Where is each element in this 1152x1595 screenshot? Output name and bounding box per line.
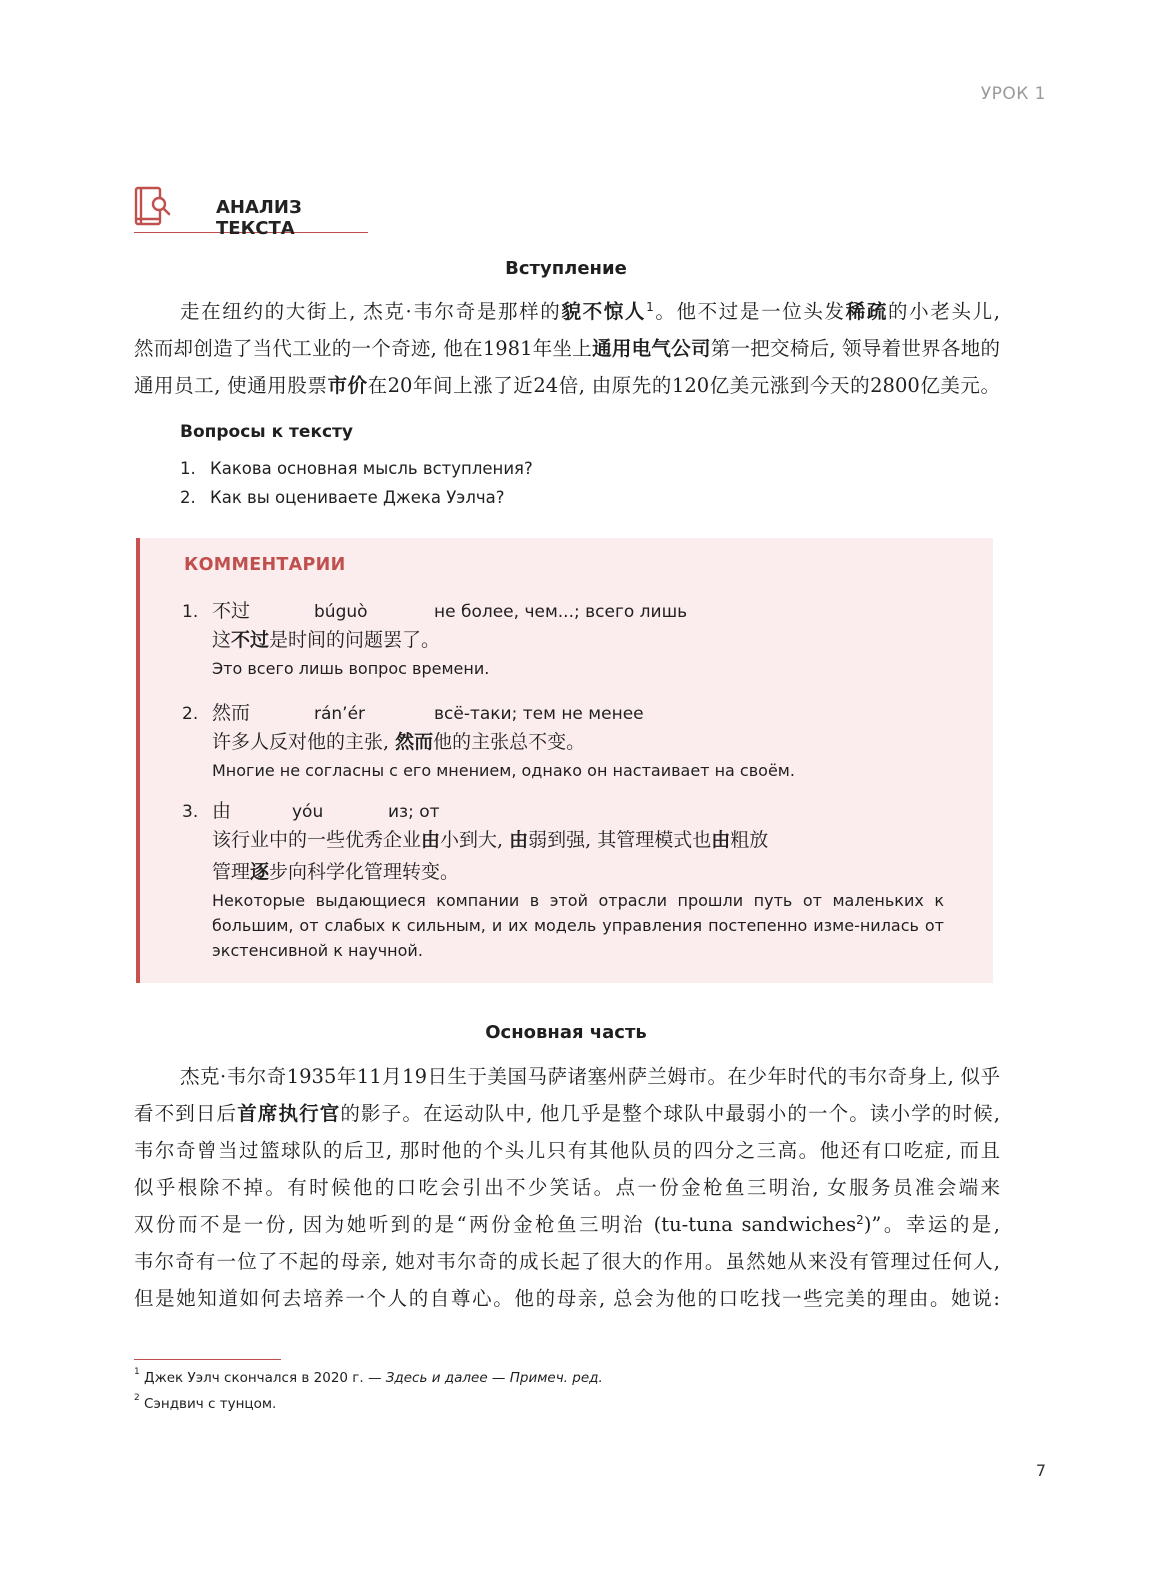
comment-example: 该行业中的一些优秀企业由小到大, 由弱到强, 其管理模式也由粗放 [212, 829, 769, 851]
comment-number: 3. [182, 802, 199, 822]
comment-word: 不过 [212, 600, 251, 622]
comment-number: 2. [182, 704, 199, 724]
section-header [134, 184, 368, 239]
footnote-ref: 1 [646, 300, 654, 314]
comment-pinyin: búguò [314, 602, 368, 622]
footnote: $^1$ Джек Уэлч скончался в 2020 г. — Здесь и далее — Примеч. ред. [134, 1367, 603, 1386]
comment-example: 许多人反对他的主张, 然而他的主张总不变。 [212, 731, 586, 753]
running-head: УРОК 1 [980, 84, 1046, 104]
main-line: 似乎根除不掉。有时候他的口吃会引出不少笑话。点一份金枪鱼三明治, 女服务员准会端来 [134, 1176, 1000, 1199]
intro-heading: Вступление [505, 258, 627, 279]
comment-item [182, 598, 687, 681]
main-line: 韦尔奇曾当过篮球队的后卫, 那时他的个头儿只有其他队员的四分之三高。他还有口吃症, 而且 [134, 1139, 1000, 1162]
comment-word: 由 [212, 800, 232, 822]
comment-number: 1. [182, 602, 199, 622]
section-title: АНАЛИЗ ТЕКСТА [216, 197, 302, 239]
main-heading: Основная часть [485, 1022, 647, 1043]
page-number: 7 [1035, 1461, 1046, 1480]
intro-line: 通用员工, 使通用股票市价在20年间上涨了近24倍, 由原先的120亿美元涨到今天的2800亿美元。 [134, 374, 1000, 397]
comment-pinyin: yóu [292, 802, 324, 822]
footnote: $^2$ Сэндвич с тунцом. [134, 1393, 277, 1412]
main-line: 韦尔奇有一位了不起的母亲, 她对韦尔奇的成长起了很大的作用。虽然她从来没有管理过任何人, [134, 1250, 1000, 1273]
footnote-ref: 2 [856, 1213, 864, 1227]
book-search-icon [134, 186, 172, 228]
intro-line: 走在纽约的大街上, 杰克·韦尔奇是那样的貌不惊人$^1$。他不过是一位头发稀疏的小老头儿, [180, 300, 1000, 323]
questions-list [180, 454, 533, 512]
comment-example: 管理逐步向科学化管理转变。 [212, 861, 460, 883]
main-line: 杰克·韦尔奇1935年11月19日生于美国马萨诸塞州萨兰姆市。在少年时代的韦尔奇身上, 似乎 [180, 1065, 1000, 1088]
intro-line: 然而却创造了当代工业的一个奇迹, 他在1981年坐上通用电气公司第一把交椅后, 领导着世界各地的 [134, 337, 1000, 360]
comments-title: КОММЕНТАРИИ [184, 555, 346, 575]
question-item: 2. Как вы оцениваете Джека Уэлча? [180, 488, 505, 507]
comment-meaning: из; от [388, 802, 440, 822]
comment-meaning: не более, чем...; всего лишь [434, 602, 688, 622]
comment-word: 然而 [212, 702, 251, 724]
footnote-divider [134, 1359, 281, 1360]
questions-title: Вопросы к тексту [180, 422, 353, 442]
main-line: 双份而不是一份, 因为她听到的是“两份金枪鱼三明治 (tu-tuna sandwiches$^2$)”。幸运的是, [134, 1213, 1000, 1236]
question-item: 1. Какова основная мысль вступления? [180, 459, 533, 478]
comment-translation: Это всего лишь вопрос времени. [212, 659, 490, 678]
comment-translation: Некоторые выдающиеся компании в этой отрасли прошли путь от маленьких к большим, от слабых к сильным, и их модель управления постепенно изме-нилась от экстенсивной к научной. [212, 891, 944, 960]
main-line: 看不到日后首席执行官的影子。在运动队中, 他几乎是整个球队中最弱小的一个。读小学的时候, [134, 1102, 1000, 1125]
main-line: 但是她知道如何去培养一个人的自尊心。他的母亲, 总会为他的口吃找一些完美的理由。她说: [134, 1287, 1000, 1310]
comments-box [136, 538, 993, 983]
comment-item [182, 798, 944, 963]
comment-example: 这不过是时间的问题罢了。 [212, 629, 441, 651]
comment-pinyin: rán’ér [314, 704, 366, 724]
main-paragraph [134, 1058, 1000, 1317]
intro-paragraph [134, 293, 1000, 404]
comment-item [182, 700, 795, 783]
comment-translation: Многие не согласны с его мнением, однако он настаивает на своём. [212, 761, 795, 780]
comment-meaning: всё-таки; тем не менее [434, 704, 644, 724]
